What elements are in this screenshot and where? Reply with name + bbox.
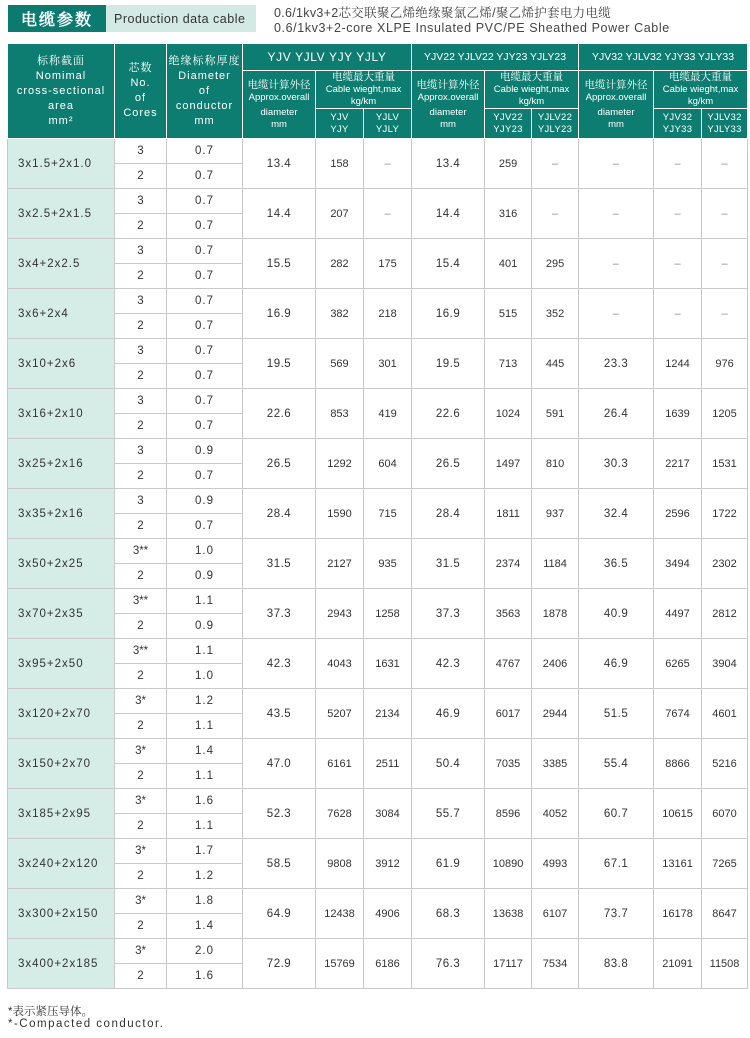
diameter-cell: 67.1 xyxy=(579,839,654,889)
cable-data-table xyxy=(7,43,748,989)
header-model-1a: YJV YJY xyxy=(316,109,364,139)
diameter-cell: 37.3 xyxy=(243,589,316,639)
diameter-cell: 22.6 xyxy=(412,389,485,439)
diameter-cell: 42.3 xyxy=(412,639,485,689)
diameter-cell: 64.9 xyxy=(243,889,316,939)
table-row xyxy=(8,639,748,664)
weight-cell: – xyxy=(364,189,412,239)
weight-cell: 715 xyxy=(364,489,412,539)
nominal-area-cell: 3x300+2x150 xyxy=(8,889,115,939)
weight-cell: 1631 xyxy=(364,639,412,689)
section-tag: 电缆参数 xyxy=(8,5,106,32)
insulation-thickness-cell: 1.2 xyxy=(167,864,243,889)
diameter-cell: 43.5 xyxy=(243,689,316,739)
insulation-thickness-cell: 0.7 xyxy=(167,264,243,289)
weight-cell: 1590 xyxy=(316,489,364,539)
weight-cell: 11508 xyxy=(702,939,748,989)
weight-cell: 4601 xyxy=(702,689,748,739)
header-model-3b: YJLV32 YJLY33 xyxy=(702,109,748,139)
diameter-cell: 46.9 xyxy=(579,639,654,689)
weight-cell: 259 xyxy=(485,139,532,189)
weight-cell: – xyxy=(654,239,702,289)
weight-cell: 2944 xyxy=(532,689,579,739)
weight-cell: 515 xyxy=(485,289,532,339)
weight-cell: 3494 xyxy=(654,539,702,589)
cores-cell: 3** xyxy=(115,539,167,564)
header-group-2: YJV22 YJLV22 YJY23 YJLY23 xyxy=(412,44,579,71)
header-model-1b: YJLV YJLY xyxy=(364,109,412,139)
weight-cell: 158 xyxy=(316,139,364,189)
diameter-cell: 52.3 xyxy=(243,789,316,839)
insulation-thickness-cell: 1.0 xyxy=(167,664,243,689)
weight-cell: 2511 xyxy=(364,739,412,789)
cores-cell: 2 xyxy=(115,214,167,239)
table-row xyxy=(8,689,748,714)
diameter-cell: 13.4 xyxy=(243,139,316,189)
insulation-thickness-cell: 0.7 xyxy=(167,364,243,389)
weight-cell: 810 xyxy=(532,439,579,489)
weight-cell: 2134 xyxy=(364,689,412,739)
weight-cell: 1244 xyxy=(654,339,702,389)
weight-cell: 6265 xyxy=(654,639,702,689)
weight-cell: 6107 xyxy=(532,889,579,939)
nominal-area-cell: 3x400+2x185 xyxy=(8,939,115,989)
footnote-english: *-Compacted conductor. xyxy=(8,1018,165,1030)
weight-cell: 3563 xyxy=(485,589,532,639)
insulation-thickness-cell: 1.1 xyxy=(167,589,243,614)
table-row xyxy=(8,139,748,164)
nominal-area-cell: 3x35+2x16 xyxy=(8,489,115,539)
diameter-cell: 31.5 xyxy=(412,539,485,589)
table-row xyxy=(8,839,748,864)
weight-cell: 713 xyxy=(485,339,532,389)
weight-cell: 6186 xyxy=(364,939,412,989)
cores-cell: 3* xyxy=(115,839,167,864)
insulation-thickness-cell: 0.7 xyxy=(167,189,243,214)
weight-cell: 301 xyxy=(364,339,412,389)
cores-cell: 3 xyxy=(115,339,167,364)
insulation-thickness-cell: 1.1 xyxy=(167,814,243,839)
insulation-thickness-cell: 1.2 xyxy=(167,689,243,714)
weight-cell: 2127 xyxy=(316,539,364,589)
weight-cell: 3385 xyxy=(532,739,579,789)
weight-cell: 445 xyxy=(532,339,579,389)
cores-cell: 3** xyxy=(115,589,167,614)
cores-cell: 2 xyxy=(115,464,167,489)
diameter-cell: 76.3 xyxy=(412,939,485,989)
table-row xyxy=(8,389,748,414)
insulation-thickness-cell: 1.0 xyxy=(167,539,243,564)
table-row xyxy=(8,889,748,914)
insulation-thickness-cell: 0.9 xyxy=(167,489,243,514)
diameter-cell: 28.4 xyxy=(412,489,485,539)
weight-cell: 295 xyxy=(532,239,579,289)
cores-cell: 3* xyxy=(115,939,167,964)
weight-cell: 1639 xyxy=(654,389,702,439)
diameter-cell: – xyxy=(579,189,654,239)
cores-cell: 2 xyxy=(115,314,167,339)
header-area: 标称截面 Nomimal cross-sectional area mm² xyxy=(8,44,115,139)
table-row xyxy=(8,289,748,314)
nominal-area-cell: 3x50+2x25 xyxy=(8,539,115,589)
table-row xyxy=(8,189,748,214)
weight-cell: 10890 xyxy=(485,839,532,889)
diameter-cell: 40.9 xyxy=(579,589,654,639)
nominal-area-cell: 3x4+2x2.5 xyxy=(8,239,115,289)
weight-cell: 976 xyxy=(702,339,748,389)
weight-cell: 2596 xyxy=(654,489,702,539)
diameter-cell: 26.5 xyxy=(243,439,316,489)
cores-cell: 2 xyxy=(115,864,167,889)
insulation-thickness-cell: 1.8 xyxy=(167,889,243,914)
diameter-cell: 46.9 xyxy=(412,689,485,739)
weight-cell: 7674 xyxy=(654,689,702,739)
cores-cell: 2 xyxy=(115,564,167,589)
cores-cell: 3 xyxy=(115,239,167,264)
weight-cell: 352 xyxy=(532,289,579,339)
weight-cell: 937 xyxy=(532,489,579,539)
page-title-english: 0.6/1kv3+2-core XLPE Insulated PVC/PE Sheathed Power Cable xyxy=(274,21,670,35)
insulation-thickness-cell: 0.7 xyxy=(167,514,243,539)
cores-cell: 3* xyxy=(115,789,167,814)
insulation-thickness-cell: 1.4 xyxy=(167,739,243,764)
diameter-cell: 42.3 xyxy=(243,639,316,689)
weight-cell: 9808 xyxy=(316,839,364,889)
weight-cell: 1292 xyxy=(316,439,364,489)
diameter-cell: 32.4 xyxy=(579,489,654,539)
diameter-cell: 47.0 xyxy=(243,739,316,789)
cores-cell: 3 xyxy=(115,439,167,464)
nominal-area-cell: 3x240+2x120 xyxy=(8,839,115,889)
cores-cell: 2 xyxy=(115,764,167,789)
diameter-cell: 68.3 xyxy=(412,889,485,939)
insulation-thickness-cell: 0.7 xyxy=(167,314,243,339)
diameter-cell: 14.4 xyxy=(412,189,485,239)
diameter-cell: 19.5 xyxy=(412,339,485,389)
header-weight-2: 电缆最大重量 Cable wieght,max kg/km xyxy=(485,71,579,109)
insulation-thickness-cell: 0.7 xyxy=(167,164,243,189)
weight-cell: – xyxy=(532,139,579,189)
weight-cell: 1531 xyxy=(702,439,748,489)
nominal-area-cell: 3x6+2x4 xyxy=(8,289,115,339)
weight-cell: 1497 xyxy=(485,439,532,489)
table-row xyxy=(8,239,748,264)
section-tag-english: Production data cable xyxy=(106,5,256,32)
weight-cell: – xyxy=(532,189,579,239)
nominal-area-cell: 3x150+2x70 xyxy=(8,739,115,789)
weight-cell: 8596 xyxy=(485,789,532,839)
weight-cell: 7035 xyxy=(485,739,532,789)
weight-cell: 5207 xyxy=(316,689,364,739)
footnote: *表示紧压导体。 xyxy=(8,1006,93,1018)
diameter-cell: 26.4 xyxy=(579,389,654,439)
weight-cell: 17117 xyxy=(485,939,532,989)
table-row xyxy=(8,489,748,514)
weight-cell: 591 xyxy=(532,389,579,439)
diameter-cell: 28.4 xyxy=(243,489,316,539)
weight-cell: 7628 xyxy=(316,789,364,839)
nominal-area-cell: 3x1.5+2x1.0 xyxy=(8,139,115,189)
weight-cell: 1184 xyxy=(532,539,579,589)
weight-cell: 6161 xyxy=(316,739,364,789)
diameter-cell: 51.5 xyxy=(579,689,654,739)
weight-cell: 282 xyxy=(316,239,364,289)
insulation-thickness-cell: 1.1 xyxy=(167,714,243,739)
weight-cell: 5216 xyxy=(702,739,748,789)
insulation-thickness-cell: 1.4 xyxy=(167,914,243,939)
weight-cell: 4993 xyxy=(532,839,579,889)
page-title: 0.6/1kv3+2芯交联聚乙烯绝缘聚氯乙烯/聚乙烯护套电力电缆 xyxy=(274,6,612,20)
weight-cell: 8866 xyxy=(654,739,702,789)
table-row xyxy=(8,789,748,814)
nominal-area-cell: 3x16+2x10 xyxy=(8,389,115,439)
diameter-cell: – xyxy=(579,289,654,339)
weight-cell: 7265 xyxy=(702,839,748,889)
insulation-thickness-cell: 0.7 xyxy=(167,389,243,414)
weight-cell: 1024 xyxy=(485,389,532,439)
insulation-thickness-cell: 1.1 xyxy=(167,639,243,664)
nominal-area-cell: 3x95+2x50 xyxy=(8,639,115,689)
weight-cell: 2302 xyxy=(702,539,748,589)
weight-cell: 3904 xyxy=(702,639,748,689)
weight-cell: – xyxy=(654,289,702,339)
cores-cell: 2 xyxy=(115,714,167,739)
diameter-cell: 37.3 xyxy=(412,589,485,639)
cores-cell: 2 xyxy=(115,814,167,839)
insulation-thickness-cell: 0.7 xyxy=(167,239,243,264)
diameter-cell: 16.9 xyxy=(412,289,485,339)
weight-cell: 419 xyxy=(364,389,412,439)
weight-cell: 21091 xyxy=(654,939,702,989)
cores-cell: 3 xyxy=(115,189,167,214)
nominal-area-cell: 3x70+2x35 xyxy=(8,589,115,639)
weight-cell: – xyxy=(364,139,412,189)
header-diameter-3: 电缆计算外径 Approx.overall diameter mm xyxy=(579,71,654,139)
nominal-area-cell: 3x185+2x95 xyxy=(8,789,115,839)
diameter-cell: 55.7 xyxy=(412,789,485,839)
cores-cell: 3* xyxy=(115,889,167,914)
diameter-cell: 23.3 xyxy=(579,339,654,389)
header-weight-3: 电缆最大重量 Cable wieght,max kg/km xyxy=(654,71,748,109)
insulation-thickness-cell: 0.7 xyxy=(167,289,243,314)
header-group-3: YJV32 YJLV32 YJY33 YJLY33 xyxy=(579,44,748,71)
weight-cell: 4906 xyxy=(364,889,412,939)
cores-cell: 2 xyxy=(115,514,167,539)
cores-cell: 2 xyxy=(115,164,167,189)
insulation-thickness-cell: 0.7 xyxy=(167,339,243,364)
cores-cell: 3* xyxy=(115,689,167,714)
diameter-cell: – xyxy=(579,239,654,289)
insulation-thickness-cell: 1.7 xyxy=(167,839,243,864)
diameter-cell: 31.5 xyxy=(243,539,316,589)
cores-cell: 2 xyxy=(115,664,167,689)
cores-cell: 2 xyxy=(115,914,167,939)
diameter-cell: 26.5 xyxy=(412,439,485,489)
header-weight-1: 电缆最大重量 Cable wieght,max kg/km xyxy=(316,71,412,109)
cores-cell: 2 xyxy=(115,264,167,289)
weight-cell: 12438 xyxy=(316,889,364,939)
weight-cell: 316 xyxy=(485,189,532,239)
weight-cell: 6070 xyxy=(702,789,748,839)
insulation-thickness-cell: 0.7 xyxy=(167,464,243,489)
header-group-1: YJV YJLV YJY YJLY xyxy=(243,44,412,71)
insulation-thickness-cell: 0.9 xyxy=(167,564,243,589)
weight-cell: 8647 xyxy=(702,889,748,939)
weight-cell: 175 xyxy=(364,239,412,289)
table-header xyxy=(8,44,748,139)
cores-cell: 2 xyxy=(115,964,167,989)
weight-cell: – xyxy=(702,289,748,339)
weight-cell: – xyxy=(654,139,702,189)
weight-cell: 207 xyxy=(316,189,364,239)
cores-cell: 3** xyxy=(115,639,167,664)
insulation-thickness-cell: 1.6 xyxy=(167,964,243,989)
weight-cell: – xyxy=(654,189,702,239)
diameter-cell: 83.8 xyxy=(579,939,654,989)
insulation-thickness-cell: 2.0 xyxy=(167,939,243,964)
weight-cell: 4052 xyxy=(532,789,579,839)
diameter-cell: 73.7 xyxy=(579,889,654,939)
insulation-thickness-cell: 0.9 xyxy=(167,614,243,639)
weight-cell: 401 xyxy=(485,239,532,289)
weight-cell: 15769 xyxy=(316,939,364,989)
diameter-cell: 30.3 xyxy=(579,439,654,489)
weight-cell: 1878 xyxy=(532,589,579,639)
diameter-cell: – xyxy=(579,139,654,189)
header-diameter-2: 电缆计算外径 Approx.overall diameter mm xyxy=(412,71,485,139)
weight-cell: 604 xyxy=(364,439,412,489)
header xyxy=(0,0,750,44)
nominal-area-cell: 3x2.5+2x1.5 xyxy=(8,189,115,239)
header-insulation: 绝缘标称厚度 Diameter of conductor mm xyxy=(167,44,243,139)
insulation-thickness-cell: 0.7 xyxy=(167,139,243,164)
header-model-2b: YJLV22 YJLY23 xyxy=(532,109,579,139)
diameter-cell: 36.5 xyxy=(579,539,654,589)
weight-cell: 2217 xyxy=(654,439,702,489)
cores-cell: 2 xyxy=(115,614,167,639)
cores-cell: 3 xyxy=(115,389,167,414)
header-model-2a: YJV22 YJY23 xyxy=(485,109,532,139)
weight-cell: 1205 xyxy=(702,389,748,439)
cores-cell: 2 xyxy=(115,414,167,439)
diameter-cell: 14.4 xyxy=(243,189,316,239)
table-row xyxy=(8,439,748,464)
weight-cell: 13161 xyxy=(654,839,702,889)
weight-cell: – xyxy=(702,189,748,239)
weight-cell: 382 xyxy=(316,289,364,339)
insulation-thickness-cell: 0.7 xyxy=(167,414,243,439)
weight-cell: 3084 xyxy=(364,789,412,839)
header-cores: 芯数 No. of Cores xyxy=(115,44,167,139)
diameter-cell: 58.5 xyxy=(243,839,316,889)
table-body xyxy=(8,139,748,989)
weight-cell: 4497 xyxy=(654,589,702,639)
weight-cell: 569 xyxy=(316,339,364,389)
cores-cell: 3 xyxy=(115,489,167,514)
cores-cell: 2 xyxy=(115,364,167,389)
insulation-thickness-cell: 0.9 xyxy=(167,439,243,464)
insulation-thickness-cell: 0.7 xyxy=(167,214,243,239)
weight-cell: 1811 xyxy=(485,489,532,539)
diameter-cell: 50.4 xyxy=(412,739,485,789)
diameter-cell: 15.4 xyxy=(412,239,485,289)
weight-cell: 13638 xyxy=(485,889,532,939)
nominal-area-cell: 3x25+2x16 xyxy=(8,439,115,489)
weight-cell: 4043 xyxy=(316,639,364,689)
cores-cell: 3* xyxy=(115,739,167,764)
weight-cell: 4767 xyxy=(485,639,532,689)
cores-cell: 3 xyxy=(115,289,167,314)
weight-cell: 2812 xyxy=(702,589,748,639)
diameter-cell: 15.5 xyxy=(243,239,316,289)
cores-cell: 3 xyxy=(115,139,167,164)
weight-cell: 7534 xyxy=(532,939,579,989)
header-model-3a: YJV32 YJY33 xyxy=(654,109,702,139)
diameter-cell: 19.5 xyxy=(243,339,316,389)
diameter-cell: 61.9 xyxy=(412,839,485,889)
weight-cell: 1258 xyxy=(364,589,412,639)
table-row xyxy=(8,739,748,764)
diameter-cell: 16.9 xyxy=(243,289,316,339)
table-row xyxy=(8,589,748,614)
weight-cell: 935 xyxy=(364,539,412,589)
weight-cell: 3912 xyxy=(364,839,412,889)
insulation-thickness-cell: 1.1 xyxy=(167,764,243,789)
nominal-area-cell: 3x10+2x6 xyxy=(8,339,115,389)
weight-cell: 10615 xyxy=(654,789,702,839)
insulation-thickness-cell: 1.6 xyxy=(167,789,243,814)
table-row xyxy=(8,539,748,564)
diameter-cell: 72.9 xyxy=(243,939,316,989)
weight-cell: 2374 xyxy=(485,539,532,589)
diameter-cell: 22.6 xyxy=(243,389,316,439)
weight-cell: 218 xyxy=(364,289,412,339)
diameter-cell: 13.4 xyxy=(412,139,485,189)
weight-cell: 2406 xyxy=(532,639,579,689)
header-diameter-1: 电缆计算外径 Approx.overall diameter mm xyxy=(243,71,316,139)
diameter-cell: 60.7 xyxy=(579,789,654,839)
weight-cell: 2943 xyxy=(316,589,364,639)
nominal-area-cell: 3x120+2x70 xyxy=(8,689,115,739)
weight-cell: 6017 xyxy=(485,689,532,739)
weight-cell: 853 xyxy=(316,389,364,439)
diameter-cell: 55.4 xyxy=(579,739,654,789)
table-row xyxy=(8,339,748,364)
weight-cell: – xyxy=(702,139,748,189)
weight-cell: 16178 xyxy=(654,889,702,939)
weight-cell: 1722 xyxy=(702,489,748,539)
table-row xyxy=(8,939,748,964)
weight-cell: – xyxy=(702,239,748,289)
